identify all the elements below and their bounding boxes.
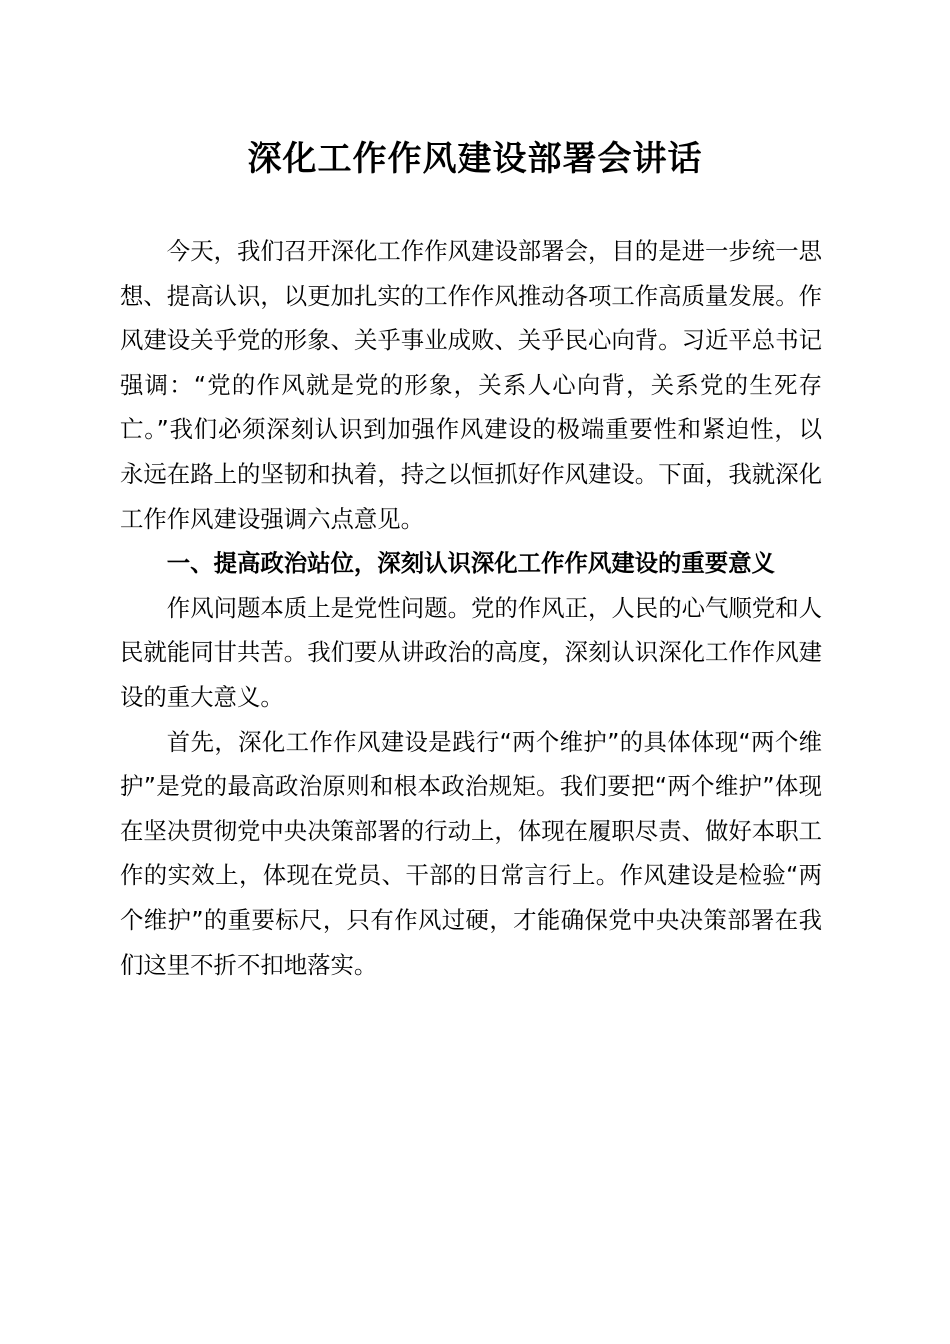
- paragraph-intro: 今天，我们召开深化工作作风建设部署会，目的是进一步统一思想、提高认识，以更加扎实的工作作风推动各项工作高质量发展。作风建设关乎党的形象、关乎事业成败、关乎民心向背。习近平总书记强调：“党的作风就是党的形象，关系人心向背，关系党的生死存亡。”我们必须深刻认识到加强作风建设的极端重要性和紧迫性，以永远在路上的坚韧和执着，持之以恒抓好作风建设。下面，我就深化工作作风建设强调六点意见。: [120, 237, 822, 533]
- document-title: 深化工作作风建设部署会讲话: [247, 139, 703, 179]
- paragraph-section1-intro: 作风问题本质上是党性问题。党的作风正，人民的心气顺党和人民就能同甘共苦。我们要从讲政治的高度，深刻认识深化工作作风建设的重大意义。: [120, 593, 822, 711]
- document-body: [120, 229, 822, 987]
- section-heading-1: 一、提高政治站位，深刻认识深化工作作风建设的重要意义: [166, 549, 775, 578]
- paragraph-first-point: 首先，深化工作作风建设是践行“两个维护”的具体体现“两个维护”是党的最高政治原则和根本政治规矩。我们要把“两个维护”体现在坚决贯彻党中央决策部署的行动上，体现在履职尽责、做好本职工作的实效上，体现在党员、干部的日常言行上。作风建设是检验“两个维护”的重要标尺，只有作风过硬，才能确保党中央决策部署在我们这里不折不扣地落实。: [120, 727, 822, 979]
